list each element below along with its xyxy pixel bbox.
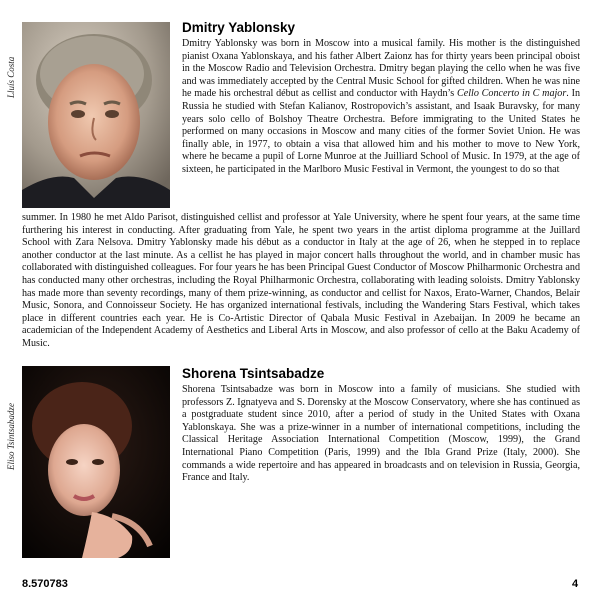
artist-name-dmitry-yablonsky: Dmitry Yablonsky	[182, 20, 296, 35]
page-number: 4	[572, 578, 579, 590]
photo-credit-yablonsky: Lluís Costa	[6, 56, 16, 98]
artist-bio-dmitry-yablonsky	[182, 38, 580, 188]
bio-text-part-1: Dmitry Yablonsky was born in Moscow into a musical family. His mother is the distinguished pianist Oxana Yablonskaya, and his father Albert Zaionz has for thirty years been principal oboist in the Moscow Radio and Television Orchestra. Dmitry began playing the cello when he was five and was immediately accepted by the Central Music School for gifted children. When he was nine he made his orchestral début as cellist and conductor with Haydn’s	[182, 38, 580, 100]
catalog-number: 8.570783	[22, 578, 68, 590]
portrait-shorena-tsintsabadze	[22, 366, 170, 558]
photo-credit-tsintsabadze: Eliso Tsintsabadze	[6, 403, 16, 470]
portrait-dmitry-yablonsky	[22, 22, 170, 208]
artist-bio-dmitry-yablonsky-continued: summer. In 1980 he met Aldo Parisot, distinguished cellist and professor at Yale University, where he spent four years, at the same time furthering his interest in conducting. After graduating from Yale, he spent two years in the artist diploma programme at the Juillard School with Zara Nelsova. Dmitry Yablonsky made his début as a conductor in Italy at the age of 26, when he stepped in to replace another conductor at the last minute. As a cellist he has played in major concert halls throughout the world, and in chamber music has collaborated with distinguished colleagues. For four years he has been Principal Guest Conductor of Moscow Philharmonic Orchestra and has conducted many other orchestras, including the Royal Philharmonic Orchestra, collaborating with leading soloists. Dmitry Yablonsky has made more than seventy recordings, many of them prize-winning, as conductor and cellist for Naxos, Erato-Warner, Chandos, Belair Music, Sonora, and Connoisseur Society. He has organized international festivals, including the Wandering Stars Festival, which takes place in different countries each year. He is Co-Artistic Director of Qabala Music Festival in Azebaijan. In 2009 he became an academician of the Independent Academy of Aesthetics and Liberal Arts in Moscow, and also professor of cello at the Baku Academy of Music.	[22, 212, 580, 349]
artist-name-shorena-tsintsabadze: Shorena Tsintsabadze	[182, 366, 325, 381]
bio-text-part-2: . In Russia he studied with Stefan Kalianov, Rostropovich’s assistant, and Isaak Buravsky, for many years solo cello of Bolshoy Theatre Orchestra. Before immigrating to the United States he performed on many occasions in Moscow and many cities of the former Soviet Union. He was finally able, in 1977, to obtain a visa that allowed him and his mother to move to New York, where he became a pupil of Lorne Munroe at the Juilliard School of Music. In 1979, at the age of sixteen, he participated in the Marlboro Music Festival in Vermont, the youngest to do so that	[182, 88, 580, 175]
artist-bio-shorena-tsintsabadze: Shorena Tsintsabadze was born in Moscow into a family of musicians. She studied with professors Z. Ignatyeva and S. Dorensky at the Moscow Conservatory, where she has continued as a postgraduate student since 2010, after a period of study in the United States with Oxana Yablonskaya. She was a prize-winner in a number of international competitions, including the Classical Heritage Association International Competition (Moscow, 1999), the Grand International Piano Competition (Paris, 1999) and the Ibla Grand Prize (Italy, 2000). She commands a wide repertoire and has appeared in broadcasts and on television in Russia, Georgia, France and Italy.	[182, 384, 580, 484]
work-title: Cello Concerto in C major	[457, 88, 567, 100]
